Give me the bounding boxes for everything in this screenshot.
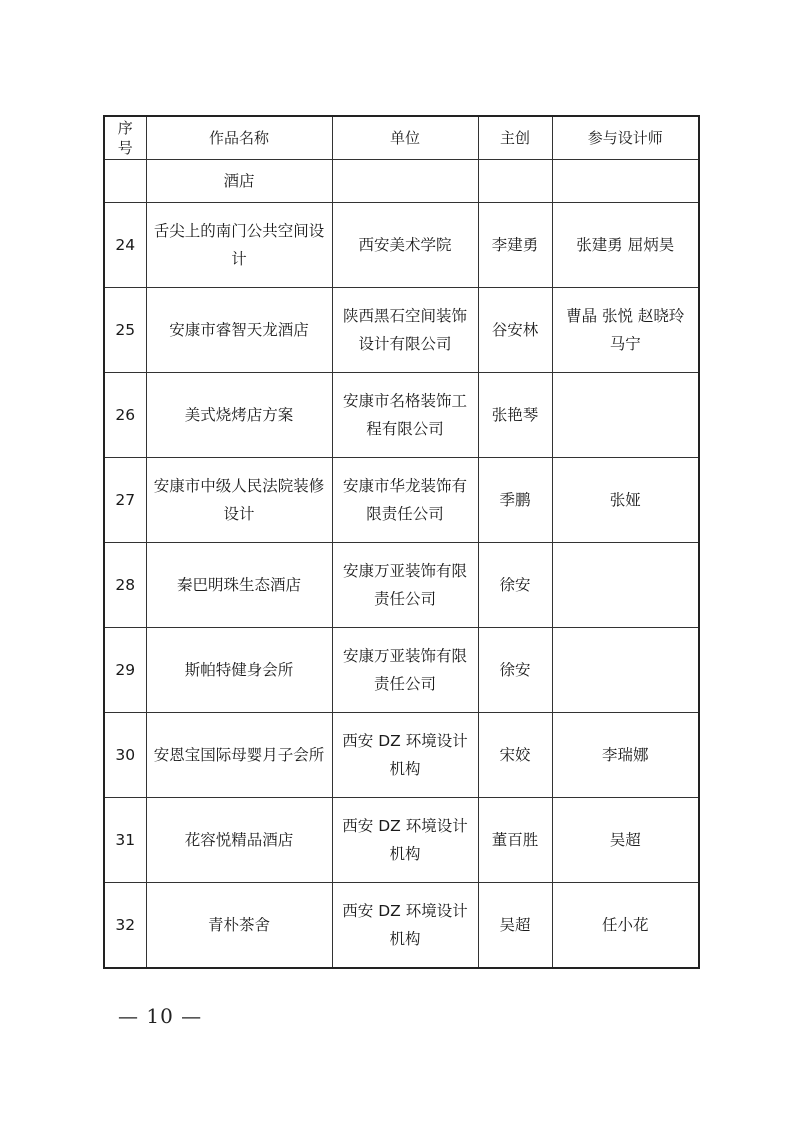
header-seq: 序号 [104,116,146,160]
table-row [104,203,699,288]
cell-lead: 吴超 [478,883,552,969]
cell-lead: 张艳琴 [478,373,552,458]
cell-designers: 曹晶 张悦 赵晓玲 马宁 [552,288,699,373]
page-number: — 10 — [118,1004,203,1028]
cell-designers: 吴超 [552,798,699,883]
cell-seq: 27 [104,458,146,543]
cell-designers: 李瑞娜 [552,713,699,798]
cell-work-name: 安康市睿智天龙酒店 [146,288,332,373]
cell-work-name: 美式烧烤店方案 [146,373,332,458]
table-row [104,373,699,458]
header-work-name: 作品名称 [146,116,332,160]
cell-seq: 25 [104,288,146,373]
table-row [104,713,699,798]
cell-work-name: 青朴茶舍 [146,883,332,969]
cell-work-name: 花容悦精品酒店 [146,798,332,883]
cell-seq [104,160,146,203]
cell-designers [552,160,699,203]
cell-designers [552,373,699,458]
cell-lead: 徐安 [478,543,552,628]
cell-work-name: 安恩宝国际母婴月子会所 [146,713,332,798]
table-row-continuation [104,160,699,203]
table-row [104,798,699,883]
header-participating-designers: 参与设计师 [552,116,699,160]
cell-unit: 西安 DZ 环境设计机构 [332,713,478,798]
header-unit: 单位 [332,116,478,160]
cell-designers: 任小花 [552,883,699,969]
cell-lead: 董百胜 [478,798,552,883]
table-header-row [104,116,699,160]
cell-seq: 26 [104,373,146,458]
cell-work-name: 安康市中级人民法院装修设计 [146,458,332,543]
cell-unit: 安康万亚装饰有限责任公司 [332,543,478,628]
cell-lead: 谷安林 [478,288,552,373]
table-row [104,543,699,628]
cell-work-name: 舌尖上的南门公共空间设计 [146,203,332,288]
cell-seq: 31 [104,798,146,883]
cell-lead [478,160,552,203]
cell-work-name: 斯帕特健身会所 [146,628,332,713]
cell-unit: 西安 DZ 环境设计机构 [332,883,478,969]
cell-lead: 李建勇 [478,203,552,288]
cell-seq: 24 [104,203,146,288]
cell-lead: 宋姣 [478,713,552,798]
cell-seq: 30 [104,713,146,798]
cell-unit: 安康市名格装饰工程有限公司 [332,373,478,458]
cell-seq: 32 [104,883,146,969]
table-row [104,628,699,713]
cell-seq: 28 [104,543,146,628]
cell-designers [552,628,699,713]
table-row [104,288,699,373]
cell-designers: 张娅 [552,458,699,543]
cell-unit: 安康万亚装饰有限责任公司 [332,628,478,713]
cell-designers [552,543,699,628]
award-list-table [103,115,700,969]
table-row [104,883,699,969]
cell-work-name: 秦巴明珠生态酒店 [146,543,332,628]
cell-designers: 张建勇 屈炳昊 [552,203,699,288]
cell-unit: 安康市华龙装饰有限责任公司 [332,458,478,543]
table-row [104,458,699,543]
cell-lead: 徐安 [478,628,552,713]
cell-unit [332,160,478,203]
cell-lead: 季鹏 [478,458,552,543]
cell-unit: 西安美术学院 [332,203,478,288]
cell-work-name: 酒店 [146,160,332,203]
cell-unit: 西安 DZ 环境设计机构 [332,798,478,883]
header-lead-designer: 主创 [478,116,552,160]
cell-unit: 陕西黑石空间装饰设计有限公司 [332,288,478,373]
cell-seq: 29 [104,628,146,713]
